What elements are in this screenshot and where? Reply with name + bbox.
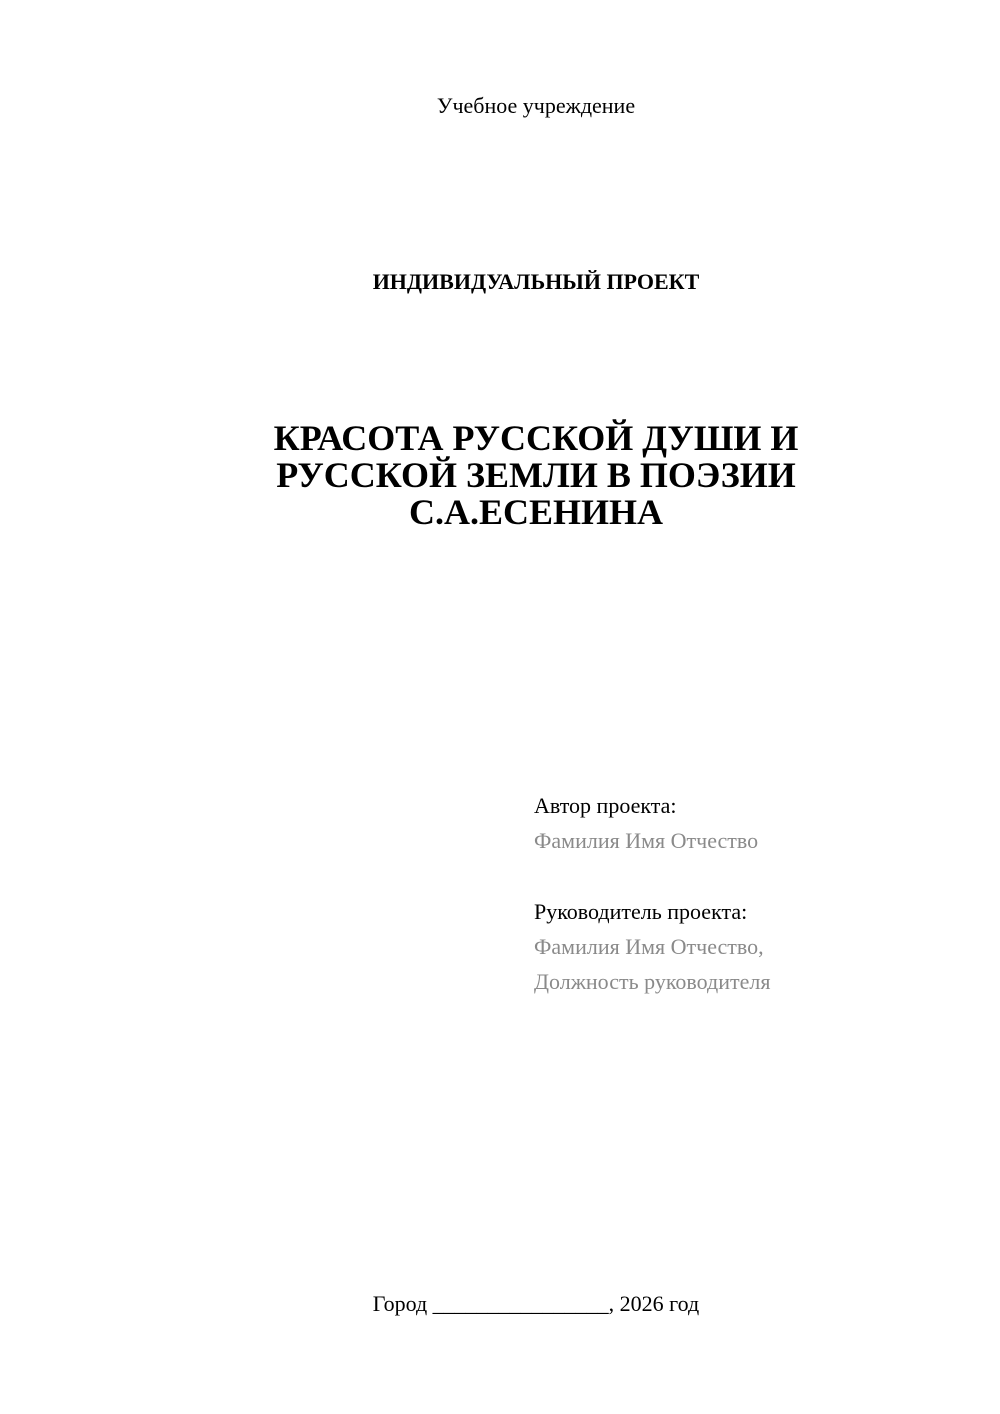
supervisor-label: Руководитель проекта: [534,899,748,924]
project-title [0,420,1000,531]
project-title-line-2: РУССКОЙ ЗЕМЛИ В ПОЭЗИИ [276,455,796,495]
institution-name: Учебное учреждение [436,93,636,118]
author-name: Фамилия Имя Отчество [534,828,759,853]
city-year-line: Город ________________, 2026 год [372,1291,700,1316]
supervisor-name: Фамилия Имя Отчество, [534,934,764,959]
credits-block [534,788,974,999]
document-type: ИНДИВИДУАЛЬНЫЙ ПРОЕКТ [372,269,700,294]
project-title-line-3: С.А.ЕСЕНИНА [408,492,664,532]
credits-spacer [534,858,974,894]
project-title-line-1: КРАСОТА РУССКОЙ ДУШИ И [273,418,799,458]
author-label: Автор проекта: [534,793,677,818]
supervisor-position: Должность руководителя [534,969,771,994]
